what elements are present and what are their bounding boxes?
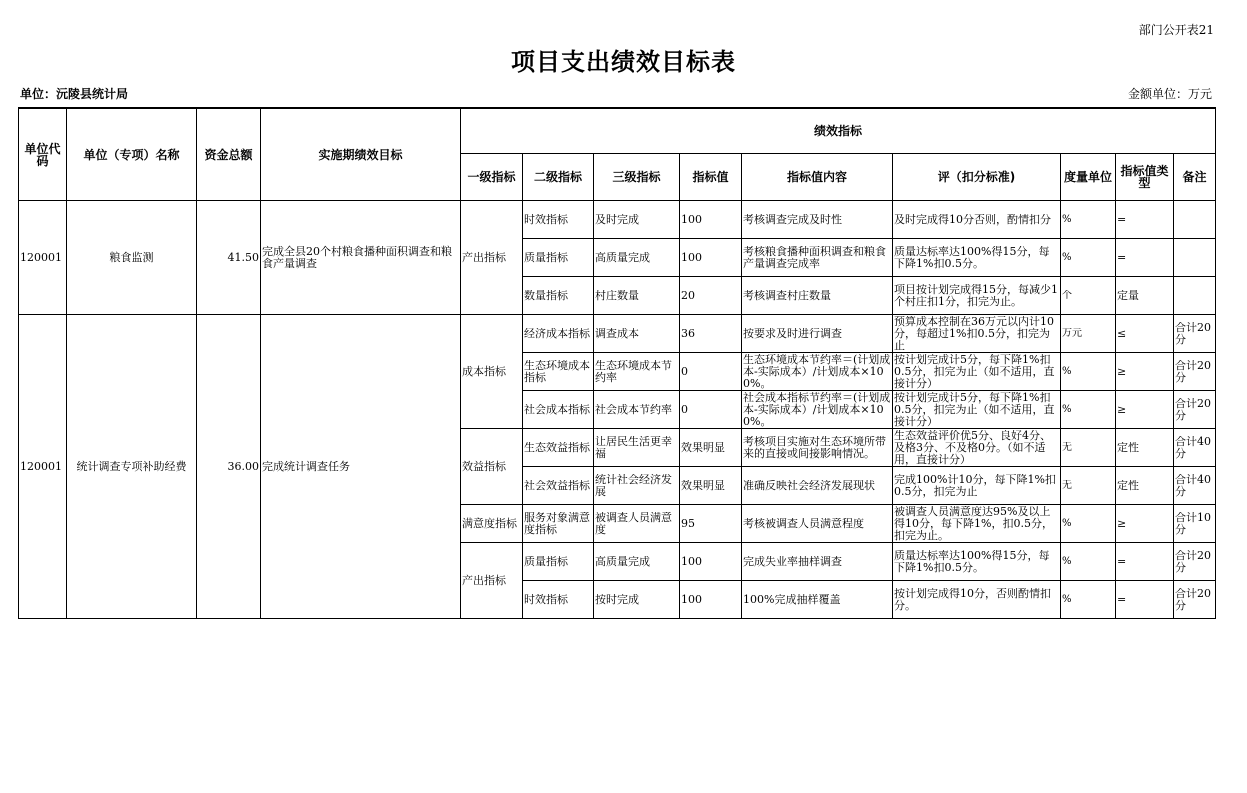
cell-score [893,391,1061,429]
cell-note [1174,467,1216,505]
cell-level3-text: 按时完成 [595,593,639,606]
cell-score-text: 生态效益评价优5分、良好4分、及格3分、不及格0分。（如不适用，直接计分） [894,429,1051,466]
cell-level3-text: 让居民生活更幸福 [595,435,672,460]
cell-unit-name: 粮食监测 [67,201,197,315]
cell-level3-text: 被调查人员满意度 [595,511,672,536]
cell-value-type-text: ≥ [1117,365,1127,378]
cell-measure-unit [1061,239,1116,277]
table-row [19,315,1216,353]
cell-level1: 成本指标 [461,315,523,429]
cell-content [742,429,893,467]
cell-score-text: 及时完成得10分否则，酌情扣分 [894,213,1051,226]
cell-measure-unit [1061,391,1116,429]
header-unit-code: 单位代码 [19,108,67,201]
header-content: 指标值内容 [742,154,893,201]
cell-level2-text: 经济成本指标 [524,327,590,340]
cell-value-type [1116,429,1174,467]
cell-level3 [594,201,680,239]
cell-value-type-text: 定量 [1117,289,1139,302]
cell-note [1174,277,1216,315]
cell-level3 [594,391,680,429]
cell-level2-text: 数量指标 [524,289,568,302]
cell-value-text: 0 [681,403,688,416]
cell-value-type-text: 定性 [1117,479,1139,492]
header-score: 评（扣分标准) [893,154,1061,201]
cell-level3-text: 社会成本节约率 [595,403,672,416]
cell-level2 [523,429,594,467]
cell-level2 [523,353,594,391]
cell-value-text: 95 [681,517,695,530]
header-unit-name: 单位（专项）名称 [67,108,197,201]
cell-level3-text: 高质量完成 [595,555,650,568]
cell-value-type [1116,467,1174,505]
cell-level3 [594,581,680,619]
cell-value-text: 100 [681,593,702,606]
cell-score-text: 质量达标率达100%得15分，每下降1%扣0.5分。 [894,549,1050,574]
cell-content-text: 完成失业率抽样调查 [743,555,842,568]
cell-fund-total: 41.50 [197,201,261,315]
cell-score [893,201,1061,239]
cell-score [893,353,1061,391]
cell-level1: 产出指标 [461,201,523,315]
cell-content [742,505,893,543]
cell-note-text: 合计20分 [1175,549,1211,574]
cell-measure-unit-text: 个 [1062,289,1072,301]
cell-score [893,239,1061,277]
cell-level2 [523,315,594,353]
cell-note [1174,353,1216,391]
cell-content-text: 生态环境成本节约率＝(计划成本-实际成本）/计划成本×100%。 [743,353,891,390]
cell-level2-text: 社会成本指标 [524,403,590,416]
header-note: 备注 [1174,154,1216,201]
cell-value [680,277,742,315]
cell-score-text: 质量达标率达100%得15分，每下降1%扣0.5分。 [894,245,1050,270]
cell-level2 [523,239,594,277]
cell-value [680,429,742,467]
cell-content-text: 考核调查完成及时性 [743,213,842,226]
cell-level2-text: 服务对象满意度指标 [524,511,590,536]
doc-code: 部门公开表21 [1138,23,1214,37]
cell-unit-code: 120001 [19,315,67,619]
cell-level3 [594,315,680,353]
cell-content [742,391,893,429]
cell-level3 [594,353,680,391]
cell-note [1174,391,1216,429]
cell-value-text: 100 [681,213,702,226]
header-value: 指标值 [680,154,742,201]
cell-level2 [523,505,594,543]
cell-score-text: 按计划完成计5分，每下降1%扣0.5分，扣完为止（如不适用，直接计分） [894,353,1055,390]
cell-score [893,315,1061,353]
cell-level1: 效益指标 [461,429,523,505]
cell-measure-unit [1061,277,1116,315]
cell-level3-text: 高质量完成 [595,251,650,264]
cell-level3-text: 统计社会经济发展 [595,473,672,498]
cell-measure-unit [1061,353,1116,391]
cell-level2 [523,467,594,505]
cell-content [742,201,893,239]
cell-unit-code: 120001 [19,201,67,315]
cell-value-text: 20 [681,289,695,302]
cell-unit-name: 统计调查专项补助经费 [67,315,197,619]
cell-score [893,277,1061,315]
cell-content [742,467,893,505]
cell-value [680,353,742,391]
cell-value-type-text: ≤ [1117,327,1127,340]
cell-level2-text: 社会效益指标 [524,479,590,492]
cell-value-text: 0 [681,365,688,378]
cell-value-text: 100 [681,555,702,568]
cell-level3 [594,429,680,467]
cell-note [1174,581,1216,619]
cell-value-type [1116,581,1174,619]
cell-value-type [1116,239,1174,277]
cell-goal: 完成全县20个村粮食播种面积调查和粮食产量调查 [261,201,461,315]
cell-goal: 完成统计调查任务 [261,315,461,619]
cell-level2-text: 质量指标 [524,251,568,264]
header-value-type: 指标值类型 [1116,154,1174,201]
cell-content-text: 考核粮食播种面积调查和粮食产量调查完成率 [743,245,886,270]
cell-value-text: 100 [681,251,702,264]
cell-measure-unit-text: % [1062,251,1072,263]
cell-score [893,467,1061,505]
cell-value [680,391,742,429]
page-title: 项目支出绩效目标表 [511,48,736,76]
cell-note [1174,315,1216,353]
cell-level3-text: 生态环境成本节约率 [595,359,672,384]
cell-level2-text: 时效指标 [524,593,568,606]
cell-score-text: 项目按计划完成得15分，每减少1个村庄扣1分，扣完为止。 [894,283,1058,308]
cell-measure-unit-text: % [1062,365,1072,377]
cell-note [1174,239,1216,277]
cell-measure-unit [1061,505,1116,543]
cell-note [1174,201,1216,239]
header-level1: 一级指标 [461,154,523,201]
cell-score [893,505,1061,543]
cell-measure-unit-text: % [1062,593,1072,605]
cell-score-text: 按计划完成计5分，每下降1%扣0.5分，扣完为止（如不适用，直接计分） [894,391,1055,428]
cell-value [680,543,742,581]
cell-level2-text: 生态环境成本指标 [524,359,590,384]
cell-value-text: 效果明显 [681,441,725,454]
cell-note [1174,543,1216,581]
cell-content [742,353,893,391]
cell-content [742,239,893,277]
cell-note-text: 合计20分 [1175,587,1211,612]
cell-value-type [1116,391,1174,429]
cell-value-type [1116,201,1174,239]
cell-measure-unit-text: 万元 [1062,327,1082,339]
cell-note-text: 合计20分 [1175,321,1211,346]
cell-content-text: 按要求及时进行调查 [743,327,842,340]
cell-measure-unit-text: % [1062,403,1072,415]
cell-content [742,543,893,581]
cell-content-text: 社会成本指标节约率＝(计划成本-实际成本）/计划成本×100%。 [743,391,891,428]
cell-value [680,315,742,353]
cell-value [680,581,742,619]
cell-value-type [1116,277,1174,315]
header-goal: 实施期绩效目标 [261,108,461,201]
cell-measure-unit-text: % [1062,213,1072,225]
cell-level2 [523,543,594,581]
cell-note-text: 合计40分 [1175,435,1211,460]
cell-score-text: 按计划完成得10分，否则酌情扣分。 [894,587,1051,612]
cell-level3-text: 及时完成 [595,213,639,226]
cell-content-text: 100%完成抽样覆盖 [743,593,841,606]
cell-value-type-text: = [1117,213,1127,226]
cell-fund-total: 36.00 [197,315,261,619]
cell-level3-text: 村庄数量 [595,289,639,302]
cell-content-text: 准确反映社会经济发展现状 [743,479,875,492]
cell-value-type [1116,353,1174,391]
cell-measure-unit [1061,467,1116,505]
cell-measure-unit-text: 无 [1062,479,1072,491]
cell-measure-unit-text: 无 [1062,441,1072,453]
cell-level2-text: 质量指标 [524,555,568,568]
header-indicators: 绩效指标 [461,108,1216,154]
header-measure-unit: 度量单位 [1061,154,1116,201]
cell-note [1174,429,1216,467]
cell-measure-unit-text: % [1062,517,1072,529]
header-level3: 三级指标 [594,154,680,201]
cell-value-type-text: = [1117,251,1127,264]
cell-score-text: 预算成本控制在36万元以内计10分，每超过1%扣0.5分，扣完为止 [894,315,1054,352]
cell-measure-unit [1061,201,1116,239]
cell-measure-unit [1061,429,1116,467]
cell-level3 [594,239,680,277]
cell-measure-unit-text: % [1062,555,1072,567]
cell-note-text: 合计40分 [1175,473,1211,498]
cell-level3-text: 调查成本 [595,327,639,340]
cell-value [680,467,742,505]
cell-level2 [523,201,594,239]
cell-level3 [594,277,680,315]
cell-value-type-text: = [1117,555,1127,568]
cell-level2 [523,581,594,619]
cell-value-type-text: = [1117,593,1127,606]
cell-score [893,543,1061,581]
cell-level1: 满意度指标 [461,505,523,543]
cell-level2 [523,277,594,315]
cell-value [680,505,742,543]
cell-measure-unit [1061,543,1116,581]
cell-value-type-text: ≥ [1117,403,1127,416]
cell-note [1174,505,1216,543]
table-body [19,201,1216,619]
cell-content [742,581,893,619]
cell-level2 [523,391,594,429]
table-row [19,201,1216,239]
unit-label: 单位：沅陵县统计局 [20,87,129,101]
cell-content-text: 考核被调查人员满意程度 [743,517,864,530]
cell-value-type-text: 定性 [1117,441,1139,454]
cell-value-type [1116,543,1174,581]
cell-value-type [1116,315,1174,353]
cell-score-text: 被调查人员满意度达95%及以上得10分，每下降1%，扣0.5分，扣完为止。 [894,505,1053,542]
cell-measure-unit [1061,315,1116,353]
cell-note-text: 合计10分 [1175,511,1211,536]
performance-table [18,107,1216,619]
header-fund-total: 资金总额 [197,108,261,201]
cell-measure-unit [1061,581,1116,619]
cell-level3 [594,543,680,581]
cell-score [893,429,1061,467]
cell-content-text: 考核项目实施对生态环境所带来的直接或间接影响情况。 [743,435,886,460]
cell-value-text: 36 [681,327,695,340]
cell-note-text: 合计20分 [1175,359,1211,384]
cell-value [680,201,742,239]
cell-content [742,277,893,315]
cell-level2-text: 生态效益指标 [524,441,590,454]
cell-level2-text: 时效指标 [524,213,568,226]
currency-label: 金额单位：万元 [1127,87,1212,101]
cell-content-text: 考核调查村庄数量 [743,289,831,302]
cell-score [893,581,1061,619]
cell-content [742,315,893,353]
cell-score-text: 完成100%计10分，每下降1%扣0.5分，扣完为止 [894,473,1056,498]
header-level2: 二级指标 [523,154,594,201]
cell-value [680,239,742,277]
cell-value-text: 效果明显 [681,479,725,492]
cell-level3 [594,505,680,543]
cell-level1: 产出指标 [461,543,523,619]
cell-value-type [1116,505,1174,543]
cell-note-text: 合计20分 [1175,397,1211,422]
cell-value-type-text: ≥ [1117,517,1127,530]
cell-level3 [594,467,680,505]
